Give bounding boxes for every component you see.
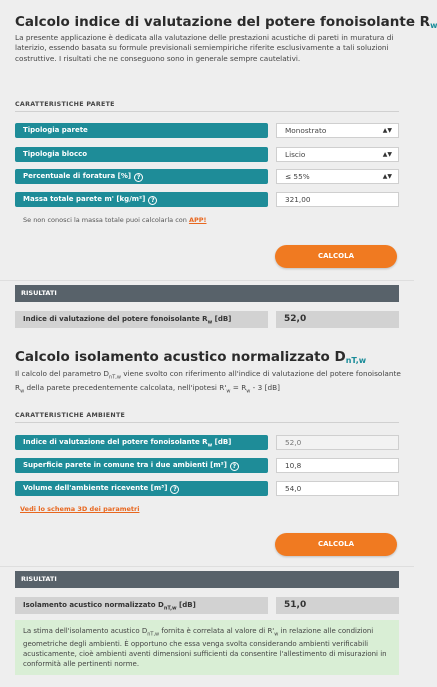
section-label-room: CARATTERISTICHE AMBIENTE xyxy=(15,412,399,423)
schema-3d-link[interactable]: Vedi lo schema 3D dei parametri xyxy=(20,505,140,513)
updown-arrows-icon: ▲▼ xyxy=(382,127,392,134)
calcola-button-1[interactable]: CALCOLA xyxy=(275,245,397,268)
intro-text-rw: La presente applicazione è dedicata alla valutazione delle prestazioni acustiche di pareti in muratura di laterizio, essendo basata su formule previsionali semiempiriche riferite esclusivamente a tali soluzioni costruttive. I risultati che ne conseguono sono in generale sempre cautelativi. xyxy=(15,33,394,63)
input-room-volume[interactable]: 54,0 xyxy=(276,481,399,496)
label-rw-input: Indice di valutazione del potere fonoisolante $R_w$ [dB] xyxy=(15,435,268,450)
results-bar-1: RISULTATI xyxy=(15,285,399,302)
question-circle-icon[interactable]: ? xyxy=(230,462,239,471)
result-label-rw: Indice di valutazione del potere fonoisolante $R_w$ [dB] xyxy=(15,311,268,328)
divider xyxy=(0,280,414,281)
page-title-rw: Calcolo indice di valutazione del potere fonoisolante $R_w$ xyxy=(15,14,437,30)
result-label-dntw: Isolamento acustico normalizzato $D_{nT,w}$ [dB] xyxy=(15,597,268,614)
updown-arrows-icon: ▲▼ xyxy=(382,173,392,180)
page-title-dntw: Calcolo isolamento acustico normalizzato $D_{nT,w}$ xyxy=(15,349,367,365)
input-rw-readonly: 52,0 xyxy=(276,435,399,450)
question-circle-icon[interactable]: ? xyxy=(170,485,179,494)
info-box: La stima dell'isolamento acustico $D_{nT,w}$ fornita è correlata al valore di $R'_w$ in relazione alle condizioni geometriche degli ambienti. È opportuno che essa venga svolta considerando ambienti verificabili acusticamente, cioè ambienti aventi dimensioni sufficienti da consentire l'allestimento di misurazioni in conformità alle pertinenti norme. xyxy=(15,620,399,675)
select-block-type[interactable]: Liscio ▲▼ xyxy=(276,147,399,162)
question-circle-icon[interactable]: ? xyxy=(148,196,157,205)
intro-text-dntw: Il calcolo del parametro $D_{nT,w}$ viene svolto con riferimento all'indice di valutazione del potere fonoisolante $R_w$ della parete precedentemente calcolata, nell'ipotesi $R'_w = R_w - 3$ [dB] xyxy=(15,369,401,395)
result-value-dntw: 51,0 xyxy=(276,597,399,614)
label-block-type: Tipologia blocco xyxy=(15,147,268,162)
label-wall-surface: Superficie parete in comune tra i due ambienti [m²] ? xyxy=(15,458,268,473)
calcola-button-2[interactable]: CALCOLA xyxy=(275,533,397,556)
select-perforation[interactable]: ≤ 55% ▲▼ xyxy=(276,169,399,184)
label-wall-type: Tipologia parete xyxy=(15,123,268,138)
app-link[interactable]: APP! xyxy=(188,216,207,224)
result-value-rw: 52,0 xyxy=(276,311,399,328)
updown-arrows-icon: ▲▼ xyxy=(382,151,392,158)
results-bar-2: RISULTATI xyxy=(15,571,399,588)
label-room-volume: Volume dell'ambiente ricevente [m³] ? xyxy=(15,481,268,496)
label-perforation: Percentuale di foratura [%] ? xyxy=(15,169,268,184)
input-wall-surface[interactable]: 10,8 xyxy=(276,458,399,473)
label-wall-mass: Massa totale parete m' [kg/m²] ? xyxy=(15,192,268,207)
question-circle-icon[interactable]: ? xyxy=(134,173,143,182)
input-wall-mass[interactable]: 321,00 xyxy=(276,192,399,207)
section-label-wall: CARATTERISTICHE PARETE xyxy=(15,101,399,112)
divider xyxy=(0,566,414,567)
select-wall-type[interactable]: Monostrato ▲▼ xyxy=(276,123,399,138)
mass-note: Se non conosci la massa totale puoi calcolarla con APP! xyxy=(23,216,207,224)
